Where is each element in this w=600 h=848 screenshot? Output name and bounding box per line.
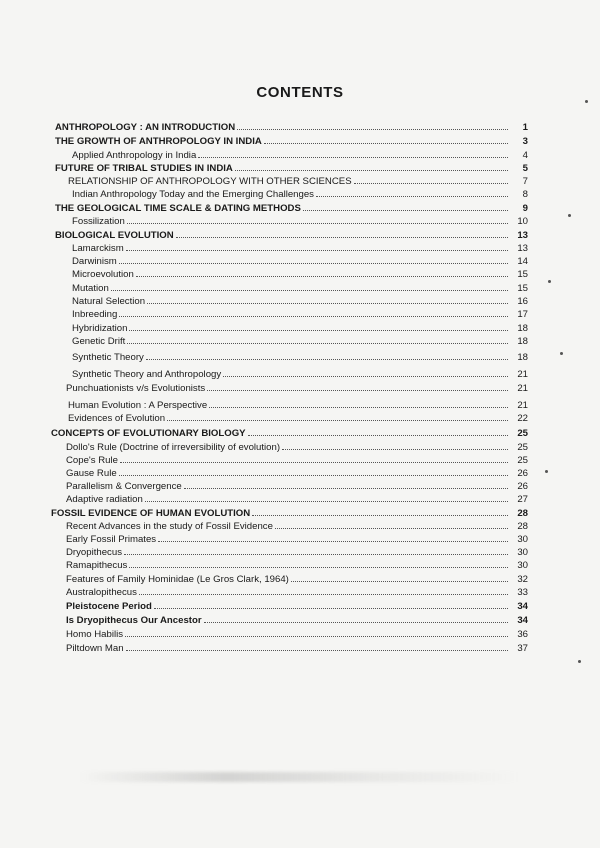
dot-leader [264,137,508,144]
dot-leader [147,297,508,304]
toc-entry [55,122,528,133]
toc-entry-title: Piltdown Man [66,643,124,654]
toc-entry [66,442,528,453]
toc-entry-page: 17 [517,309,528,320]
toc-entry-page: 33 [517,587,528,598]
toc-entry [66,494,528,505]
toc-entry-page: 3 [522,136,528,147]
toc-entry-title: Early Fossil Primates [66,534,157,545]
dot-leader [204,616,508,623]
dot-leader [282,443,508,450]
toc-entry [55,203,528,214]
dot-leader [167,414,508,421]
dot-leader [146,353,508,360]
dot-leader [119,257,508,264]
toc-entry-page: 34 [517,601,528,612]
toc-entry-page: 30 [517,560,528,571]
toc-entry-title: Natural Selection [72,296,146,307]
dot-leader [275,522,508,529]
toc-entry [66,383,528,394]
toc-entry-page: 18 [517,352,528,363]
toc-entry-page: 27 [517,494,528,505]
toc-entry [72,369,528,380]
toc-entry-page: 25 [517,455,528,466]
toc-entry-page: 18 [517,336,528,347]
toc-entry [66,455,528,466]
toc-entry-page: 1 [522,122,528,133]
dot-leader [184,482,508,489]
toc-entry-title: Evidences of Evolution [68,413,166,424]
toc-entry-page: 26 [517,481,528,492]
toc-entry-page: 18 [517,323,528,334]
toc-entry-title: Dollo's Rule (Doctrine of irreversibility of evolution) [66,442,281,453]
toc-entry [55,136,528,147]
dot-leader [237,123,508,130]
toc-entry-page: 4 [522,150,528,161]
toc-entry [51,508,528,519]
dot-leader [136,270,508,277]
toc-entry [72,352,528,363]
toc-entry-title: Synthetic Theory [72,352,144,363]
toc-entry-page: 10 [517,216,528,227]
toc-entry [66,468,528,479]
toc-entry-title: CONCEPTS OF EVOLUTIONARY BIOLOGY [51,428,246,439]
dot-leader [209,401,508,408]
toc-entry [55,163,528,174]
toc-entry-page: 15 [517,269,528,280]
dot-leader [158,535,508,542]
dot-leader [124,548,508,555]
toc-entry-title: Darwinism [72,256,117,267]
toc-entry-title: BIOLOGICAL EVOLUTION [55,230,174,241]
toc-entry-title: Gause Rule [66,468,117,479]
toc-entry [68,176,528,187]
dot-leader [129,561,508,568]
toc-entry-page: 21 [517,383,528,394]
toc-entry [66,615,528,626]
toc-entry-title: Lamarckism [72,243,124,254]
toc-entry-page: 21 [517,369,528,380]
toc-entry-title: Parallelism & Convergence [66,481,182,492]
toc-entry [72,189,528,200]
toc-entry-title: Ramapithecus [66,560,128,571]
toc-entry-page: 28 [517,521,528,532]
dot-leader [198,151,508,158]
toc-entry-page: 37 [517,643,528,654]
toc-entry-page: 16 [517,296,528,307]
scan-speck [545,470,548,473]
toc-entry-title: Indian Anthropology Today and the Emerging Challenges [72,189,314,200]
toc-entry-title: Inbreeding [72,309,118,320]
toc-entry-title: Dryopithecus [66,547,122,558]
toc-entry-title: FUTURE OF TRIBAL STUDIES IN INDIA [55,163,233,174]
scan-speck [578,660,581,663]
toc-entry-title: THE GEOLOGICAL TIME SCALE & DATING METHODS [55,203,301,214]
toc-entry-title: RELATIONSHIP OF ANTHROPOLOGY WITH OTHER SCIENCES [68,176,352,187]
toc-entry-page: 26 [517,468,528,479]
toc-entry-page: 25 [517,442,528,453]
dot-leader [127,217,508,224]
dot-leader [126,244,508,251]
toc-entry-page: 36 [517,629,528,640]
toc-entry-page: 13 [517,230,528,241]
toc-entry-page: 28 [517,508,528,519]
toc-entry-title: Fossilization [72,216,125,227]
dot-leader [303,204,508,211]
dot-leader [127,337,508,344]
toc-entry [66,481,528,492]
toc-entry-title: Punchuationists v/s Evolutionists [66,383,206,394]
toc-entry [72,336,528,347]
toc-entry [66,601,528,612]
toc-entry [72,269,528,280]
dot-leader [154,602,508,609]
toc-entry-title: Applied Anthropology in India [72,150,197,161]
toc-entry [72,256,528,267]
dot-leader [145,495,508,502]
toc-entry-page: 34 [517,615,528,626]
dot-leader [119,469,508,476]
toc-entry-page: 14 [517,256,528,267]
toc-entry-title: ANTHROPOLOGY : AN INTRODUCTION [55,122,236,133]
toc-entry-title: Hybridization [72,323,128,334]
toc-entry [66,629,528,640]
toc-entry-page: 8 [522,189,528,200]
dot-leader [207,384,508,391]
toc-entry [51,428,528,439]
toc-entry-page: 5 [522,163,528,174]
toc-entry [72,296,528,307]
toc-entry-title: THE GROWTH OF ANTHROPOLOGY IN INDIA [55,136,262,147]
toc-entry-page: 7 [522,176,528,187]
scan-speck [568,214,571,217]
toc-entry-page: 22 [517,413,528,424]
toc-entry-title: Adaptive radiation [66,494,143,505]
toc-entry [66,560,528,571]
toc-entry-page: 9 [522,203,528,214]
dot-leader [125,630,508,637]
dot-leader [354,177,508,184]
dot-leader [248,429,508,436]
toc-entry [72,150,528,161]
toc-entry-title: Human Evolution : A Perspective [68,400,208,411]
toc-entry [66,547,528,558]
toc-entry [72,216,528,227]
scan-speck [585,100,588,103]
dot-leader [291,575,508,582]
scan-smudge [80,772,520,782]
toc-entry-title: Recent Advances in the study of Fossil Evidence [66,521,273,532]
toc-entry [72,283,528,294]
toc-entry [72,243,528,254]
dot-leader [119,310,508,317]
toc-entry [72,309,528,320]
toc-entry-page: 25 [517,428,528,439]
dot-leader [111,284,508,291]
toc-entry-title: Pleistocene Period [66,601,152,612]
toc-entry [66,587,528,598]
toc-entry-title: Mutation [72,283,109,294]
toc-entry [68,413,528,424]
dot-leader [126,644,508,651]
toc-entry [66,574,528,585]
toc-entry [66,534,528,545]
toc-entry-title: FOSSIL EVIDENCE OF HUMAN EVOLUTION [51,508,251,519]
dot-leader [252,509,508,516]
toc-entry-page: 30 [517,547,528,558]
toc-entry-title: Features of Family Hominidae (Le Gros Clark, 1964) [66,574,289,585]
dot-leader [316,190,508,197]
toc-entry [72,323,528,334]
toc-entry-title: Is Dryopithecus Our Ancestor [66,615,202,626]
toc-entry-title: Synthetic Theory and Anthropology [72,369,222,380]
toc-entry [68,400,528,411]
dot-leader [176,231,508,238]
toc-entry-page: 15 [517,283,528,294]
dot-leader [235,164,508,171]
toc-entry-page: 32 [517,574,528,585]
toc-entry [66,643,528,654]
toc-entry-title: Australopithecus [66,587,137,598]
toc-entry-title: Homo Habilis [66,629,124,640]
toc-entry-title: Microevolution [72,269,134,280]
toc-entry-page: 13 [517,243,528,254]
toc-entry-title: Cope's Rule [66,455,118,466]
toc-entry [55,230,528,241]
page-title: CONTENTS [256,84,344,101]
toc-entry-page: 21 [517,400,528,411]
scan-speck [548,280,551,283]
toc-entry [66,521,528,532]
dot-leader [139,588,508,595]
dot-leader [129,324,508,331]
scan-speck [560,352,563,355]
dot-leader [223,370,508,377]
dot-leader [120,456,508,463]
toc-entry-page: 30 [517,534,528,545]
toc-entry-title: Genetic Drift [72,336,126,347]
